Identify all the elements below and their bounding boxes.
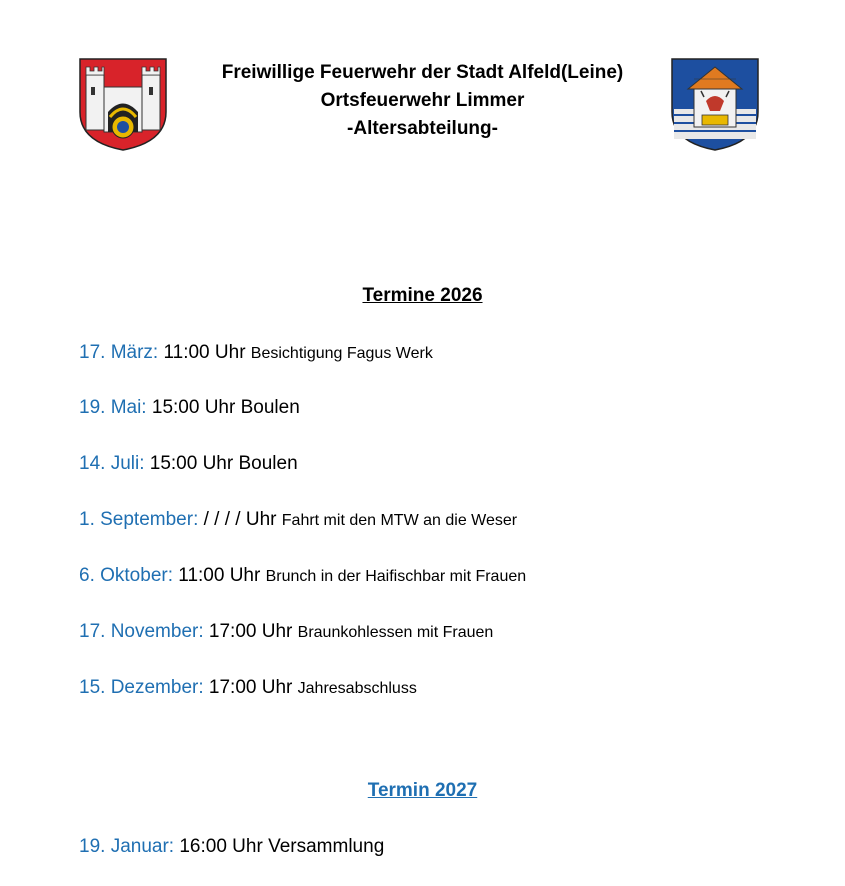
event-time: / / / / Uhr — [203, 509, 277, 530]
event-time: 15:00 Uhr — [151, 397, 236, 418]
list-item — [79, 508, 517, 533]
event-description: Jahresabschluss — [297, 680, 417, 697]
event-description: Versammlung — [268, 836, 385, 857]
event-time: 16:00 Uhr — [179, 836, 263, 857]
list-item — [79, 835, 384, 859]
event-time: 11:00 Uhr — [163, 342, 246, 363]
event-date: 6. Oktober: — [79, 565, 173, 586]
list-item — [79, 341, 433, 366]
event-description: Brunch in der Haifischbar mit Frauen — [265, 568, 527, 585]
event-time: 17:00 Uhr — [208, 621, 293, 642]
event-time: 15:00 Uhr — [149, 453, 234, 474]
event-date: 17. November: — [79, 621, 204, 642]
section-title-2027: Termin 2027 — [367, 780, 478, 801]
list-item — [79, 564, 526, 589]
list-item — [79, 396, 300, 420]
event-description: Braunkohlessen mit Frauen — [297, 624, 494, 641]
list-item — [79, 676, 417, 701]
event-date: 1. September: — [79, 509, 199, 530]
list-item — [79, 620, 493, 645]
event-description: Boulen — [238, 453, 298, 474]
event-date: 14. Juli: — [79, 453, 145, 474]
event-time: 17:00 Uhr — [208, 677, 293, 698]
event-description: Fahrt mit den MTW an die Weser — [281, 512, 518, 529]
event-date: 19. Mai: — [79, 397, 147, 418]
event-date: 19. Januar: — [79, 836, 175, 857]
list-item — [79, 452, 298, 476]
header-line-3: -Altersabteilung- — [347, 118, 498, 139]
event-date: 17. März: — [79, 342, 159, 363]
header-line-2: Ortsfeuerwehr Limmer — [320, 90, 525, 111]
header-line-1: Freiwillige Feuerwehr der Stadt Alfeld(Leine) — [221, 62, 624, 83]
event-description: Besichtigung Fagus Werk — [250, 345, 433, 362]
section-title-2026: Termine 2026 — [362, 285, 483, 306]
event-description: Boulen — [240, 397, 300, 418]
event-date: 15. Dezember: — [79, 677, 204, 698]
event-time: 11:00 Uhr — [178, 565, 261, 586]
